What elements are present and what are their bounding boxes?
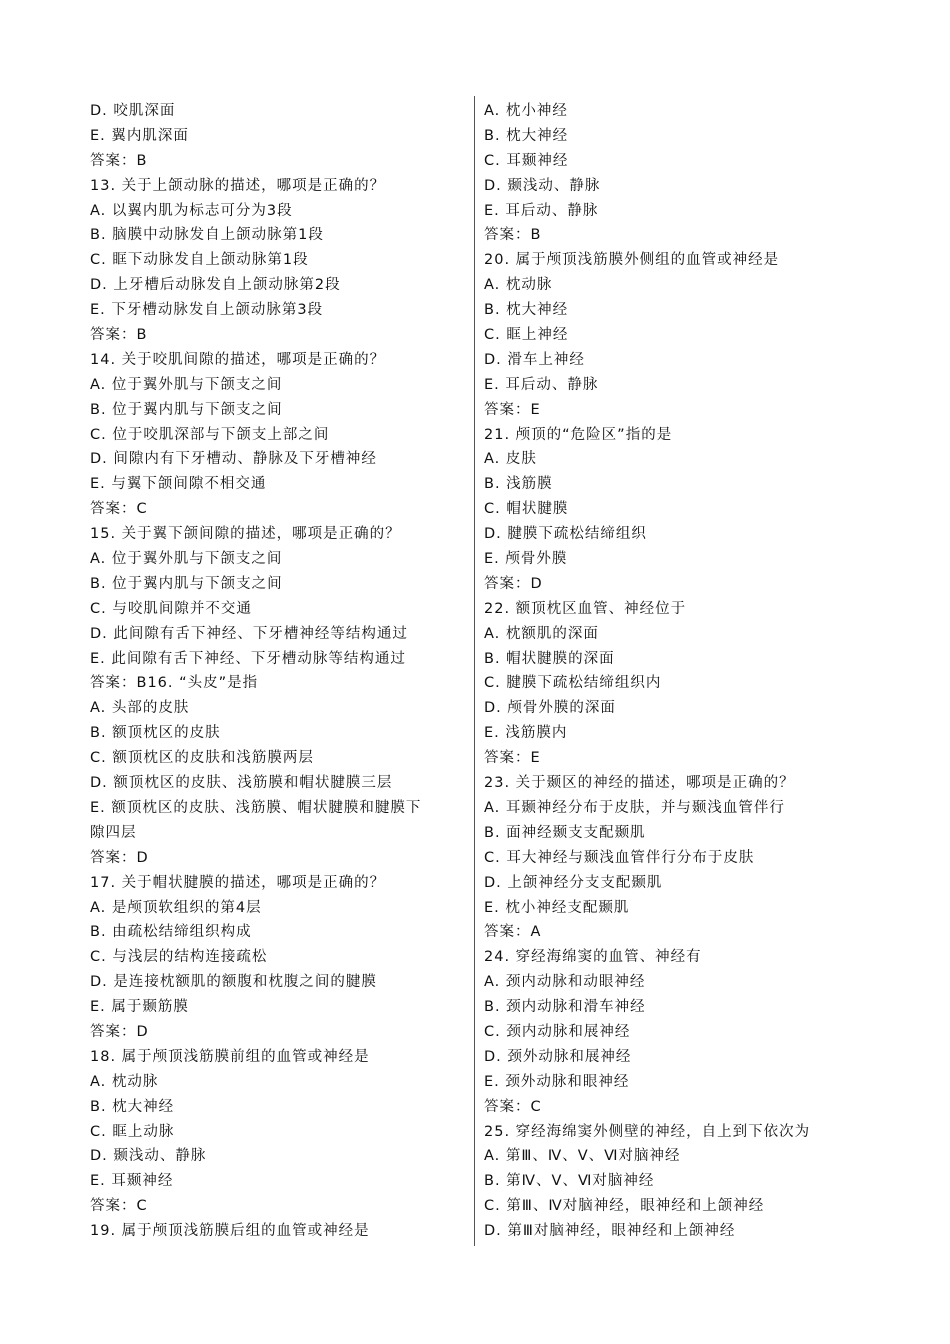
text-line: C. 腱膜下疏松结缔组织内 <box>484 675 662 692</box>
left-column <box>90 99 468 1244</box>
text-line: 15. 关于翼下颌间隙的描述，哪项是正确的？ <box>90 526 401 543</box>
text-line: A. 颈内动脉和动眼神经 <box>484 974 646 991</box>
text-line: E. 额顶枕区的皮肤、浅筋膜、帽状腱膜和腱膜下 <box>90 799 422 816</box>
text-line: D. 腱膜下疏松结缔组织 <box>484 526 647 543</box>
text-line: A. 是颅顶软组织的第4层 <box>90 899 262 916</box>
text-line: C. 第Ⅲ、Ⅳ对脑神经，眼神经和上颌神经 <box>484 1198 765 1215</box>
text-line: A. 枕小神经 <box>484 103 568 119</box>
text-line: C. 帽状腱膜 <box>484 501 569 518</box>
text-line: D. 颅骨外膜的深面 <box>484 700 616 717</box>
text-line: 19. 属于颅顶浅筋膜后组的血管或神经是 <box>90 1223 370 1240</box>
text-line: D. 颈外动脉和展神经 <box>484 1048 632 1065</box>
text-line: 14. 关于咬肌间隙的描述，哪项是正确的？ <box>90 351 386 368</box>
text-line: 25. 穿经海绵窦外侧壁的神经，自上到下依次为 <box>484 1123 811 1140</box>
text-line: D. 是连接枕额肌的额腹和枕腹之间的腱膜 <box>90 974 377 991</box>
text-line: 答案：C <box>90 1198 148 1215</box>
text-line: A. 枕动脉 <box>90 1073 159 1090</box>
text-line: C. 颈内动脉和展神经 <box>484 1023 631 1040</box>
text-line: E. 此间隙有舌下神经、下牙槽动脉等结构通过 <box>90 650 406 667</box>
text-line: C. 耳颞神经 <box>484 152 569 169</box>
text-line: B. 由疏松结缔组织构成 <box>90 924 252 941</box>
text-line: C. 与咬肌间隙并不交通 <box>90 600 252 617</box>
text-line: E. 下牙槽动脉发自上颌动脉第3段 <box>90 302 324 319</box>
text-line: 答案：C <box>484 1098 542 1115</box>
text-line: A. 头部的皮肤 <box>90 700 190 717</box>
text-line: 答案：B <box>90 152 148 169</box>
text-line: E. 耳后动、静脉 <box>484 376 599 393</box>
text-line: 24. 穿经海绵窦的血管、神经有 <box>484 949 702 966</box>
text-line: D. 颞浅动、静脉 <box>90 1148 207 1165</box>
text-line: B. 额顶枕区的皮肤 <box>90 725 221 742</box>
text-line: 23. 关于颞区的神经的描述，哪项是正确的？ <box>484 775 795 792</box>
text-line: 答案：E <box>484 401 541 418</box>
column-divider <box>474 96 475 1246</box>
text-line: E. 耳后动、静脉 <box>484 202 599 219</box>
text-line: D. 上颌神经分支支配颞肌 <box>484 874 663 891</box>
right-column <box>484 99 864 1244</box>
text-line: E. 颅骨外膜 <box>484 551 568 568</box>
text-line: A. 耳颞神经分布于皮肤，并与颞浅血管伴行 <box>484 799 785 816</box>
text-line: E. 属于颞筋膜 <box>90 999 189 1016</box>
text-line: A. 以翼内肌为标志可分为3段 <box>90 202 293 219</box>
text-line: 答案：D <box>484 575 543 592</box>
text-line: 答案：D <box>90 1023 149 1040</box>
text-line: C. 位于咬肌深部与下颌支上部之间 <box>90 426 330 443</box>
text-line: 答案：C <box>90 501 148 518</box>
text-line: D. 上牙槽后动脉发自上颌动脉第2段 <box>90 277 341 294</box>
text-line: B. 面神经颞支支配颞肌 <box>484 824 646 841</box>
text-line: 答案：E <box>484 750 541 767</box>
text-line: B. 枕大神经 <box>484 302 569 319</box>
text-line: A. 位于翼外肌与下颌支之间 <box>90 551 283 568</box>
text-line: A. 位于翼外肌与下颌支之间 <box>90 376 283 393</box>
text-line: 21. 颅顶的“危险区”指的是 <box>484 426 673 443</box>
text-line: C. 耳大神经与颞浅血管伴行分布于皮肤 <box>484 849 755 866</box>
text-line: B. 位于翼内肌与下颌支之间 <box>90 575 283 592</box>
text-line: 22. 额顶枕区血管、神经位于 <box>484 600 687 617</box>
text-line: D. 此间隙有舌下神经、下牙槽神经等结构通过 <box>90 625 408 642</box>
text-line: D. 滑车上神经 <box>484 351 585 368</box>
text-line: D. 咬肌深面 <box>90 103 176 119</box>
text-line: D. 颞浅动、静脉 <box>484 177 601 194</box>
text-line: 答案：B16. “头皮”是指 <box>90 675 259 692</box>
text-line: 18. 属于颅顶浅筋膜前组的血管或神经是 <box>90 1048 370 1065</box>
text-line: 20. 属于颅顶浅筋膜外侧组的血管或神经是 <box>484 252 780 269</box>
text-line: B. 第Ⅳ、Ⅴ、Ⅵ对脑神经 <box>484 1173 655 1190</box>
text-line: C. 眶下动脉发自上颌动脉第1段 <box>90 252 309 269</box>
text-line: C. 额顶枕区的皮肤和浅筋膜两层 <box>90 750 314 767</box>
text-line: 隙四层 <box>90 824 137 841</box>
text-line: E. 耳颞神经 <box>90 1173 174 1190</box>
text-line: E. 与翼下颌间隙不相交通 <box>90 476 267 493</box>
text-line: 13. 关于上颌动脉的描述，哪项是正确的？ <box>90 177 386 194</box>
text-line: 答案：A <box>484 924 542 941</box>
text-line: E. 翼内肌深面 <box>90 127 189 144</box>
text-line: D. 额顶枕区的皮肤、浅筋膜和帽状腱膜三层 <box>90 775 393 792</box>
text-line: A. 枕动脉 <box>484 277 553 294</box>
text-line: E. 颈外动脉和眼神经 <box>484 1073 630 1090</box>
text-line: 答案：B <box>90 327 148 344</box>
text-line: B. 枕大神经 <box>90 1098 175 1115</box>
text-line: C. 眶上神经 <box>484 327 569 344</box>
text-line: E. 枕小神经支配颞肌 <box>484 899 630 916</box>
text-line: B. 枕大神经 <box>484 127 569 144</box>
text-line: 答案：D <box>90 849 149 866</box>
text-line: C. 与浅层的结构连接疏松 <box>90 949 268 966</box>
text-line: B. 颈内动脉和滑车神经 <box>484 999 646 1016</box>
text-line: B. 脑膜中动脉发自上颌动脉第1段 <box>90 227 324 244</box>
text-line: B. 浅筋膜 <box>484 476 553 493</box>
text-line: D. 间隙内有下牙槽动、静脉及下牙槽神经 <box>90 451 377 468</box>
text-line: C. 眶上动脉 <box>90 1123 175 1140</box>
text-line: A. 第Ⅲ、Ⅳ、Ⅴ、Ⅵ对脑神经 <box>484 1148 681 1165</box>
text-line: 17. 关于帽状腱膜的描述，哪项是正确的？ <box>90 874 386 891</box>
text-line: A. 枕额肌的深面 <box>484 625 599 642</box>
text-line: D. 第Ⅲ对脑神经，眼神经和上颌神经 <box>484 1223 736 1240</box>
text-line: B. 位于翼内肌与下颌支之间 <box>90 401 283 418</box>
text-line: A. 皮肤 <box>484 451 537 468</box>
text-line: B. 帽状腱膜的深面 <box>484 650 615 667</box>
text-line: E. 浅筋膜内 <box>484 725 568 742</box>
text-line: 答案：B <box>484 227 542 244</box>
